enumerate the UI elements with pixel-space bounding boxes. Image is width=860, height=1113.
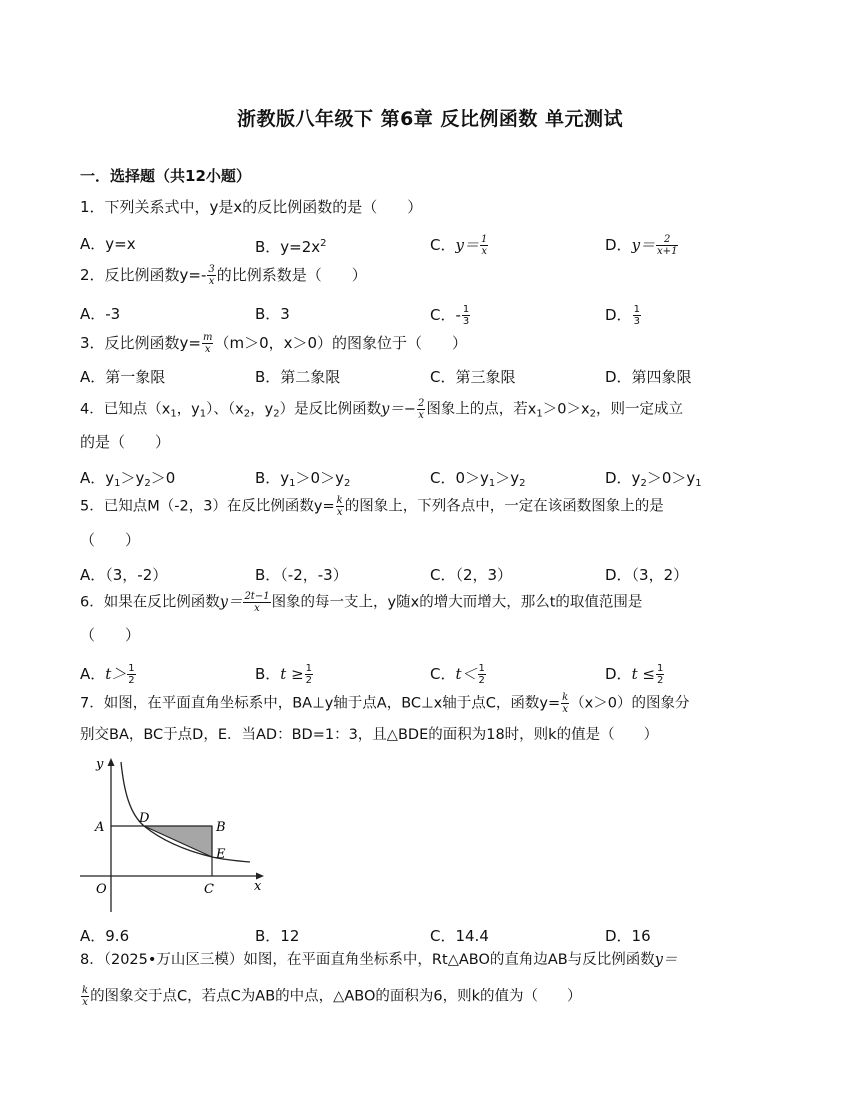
label-o: O <box>96 882 107 897</box>
question-4-line2: 的是（ ） <box>80 433 171 451</box>
q5-option-c: C．（2，3） <box>430 566 513 584</box>
q5-option-b: B．（-2，-3） <box>255 566 348 584</box>
q4-option-a: A．$y_1>y_2>0$ <box>80 469 176 489</box>
label-e: E <box>216 847 226 862</box>
q5-option-a: A．（3，-2） <box>80 566 168 584</box>
triangle-bde <box>144 826 212 857</box>
question-8-line2: $\frac{k}{x}$ 的图象交于点C，若点C为AB的中点，△ABO的面积为6，则k的值为（ ） <box>82 985 582 1008</box>
q2-option-c: C．- $\frac{1}{3}$ <box>430 304 470 327</box>
q2-option-d: D． $\frac{1}{3}$ <box>605 304 640 327</box>
q1-option-b: B．$y=2x^2$ <box>255 238 327 256</box>
question-6-line2: （ ） <box>80 626 141 644</box>
q3-option-c: C．第三象限 <box>430 368 516 386</box>
q3-option-a: A．第一象限 <box>80 368 166 386</box>
q1-option-d: D．y＝ $\frac{2}{x+1}$ <box>605 234 678 257</box>
q7-option-c: C．14.4 <box>430 927 489 945</box>
q4-option-d: D．$y_2>0>y_1$ <box>605 469 702 489</box>
q3-option-d: D．第四象限 <box>605 368 692 386</box>
q1-option-a: A．y=x <box>80 235 136 253</box>
q6-option-c: C．t＜ $\frac{1}{2}$ <box>430 663 485 686</box>
q3-option-b: B．第二象限 <box>255 368 341 386</box>
q7-figure <box>78 752 278 917</box>
q7-option-b: B．12 <box>255 927 300 945</box>
label-a: A <box>95 820 105 835</box>
question-5-stem: 5．已知点M（-2，3）在反比例函数y= $\frac{k}{x}$ 的图象上，下列各点中，一定在该函数图象上的是 <box>80 495 664 518</box>
question-7-stem: 7．如图，在平面直角坐标系中，BA⊥y轴于点A，BC⊥x轴于点C，函数y= $\frac{k}{x}$ （x＞0）的图象分 <box>80 692 690 715</box>
q4-option-b: B．$y_1>0>y_2$ <box>255 469 351 489</box>
label-d: D <box>139 811 150 826</box>
section-heading: 一．选择题（共12小题） <box>80 167 251 185</box>
q1-option-c: C．y＝ $\frac{1}{x}$ <box>430 234 488 257</box>
question-7-line2: 别交BA，BC于点D，E．当AD：BD=1：3，且△BDE的面积为18时，则k的值是（ ） <box>80 727 659 743</box>
q6-option-b: B．t ≥ $\frac{1}{2}$ <box>255 663 313 686</box>
q6-option-a: A．t＞ $\frac{1}{2}$ <box>80 663 135 686</box>
question-6-stem: 6．如果在反比例函数y＝ $\frac{2t-1}{x}$ 图象的每一支上，y随x的增大而增大，那么t的取值范围是 <box>80 591 643 614</box>
q2-option-a: A．-3 <box>80 305 121 323</box>
question-1-stem: 1．下列关系式中，y是x的反比例函数的是（ ） <box>80 198 423 216</box>
question-8-stem: 8．（2025•万山区三模）如图，在平面直角坐标系中，Rt△ABO的直角边AB与反比例函数y＝ <box>80 952 678 968</box>
label-c: C <box>204 882 214 897</box>
label-x: x <box>254 879 262 894</box>
q5-option-d: D．（3，2） <box>605 566 689 584</box>
page-title: 浙教版八年级下 第6章 反比例函数 单元测试 <box>236 108 624 130</box>
label-y: y <box>96 757 104 772</box>
question-5-line2: （ ） <box>80 531 141 549</box>
q2-option-b: B．3 <box>255 305 290 323</box>
q7-option-d: D．16 <box>605 927 651 945</box>
question-2-stem: 2．反比例函数y=- $\frac{3}{x}$ 的比例系数是（ ） <box>80 264 367 287</box>
question-3-stem: 3．反比例函数y= $\frac{m}{x}$ （m＞0，x＞0）的图象位于（ ） <box>80 332 468 355</box>
y-axis-arrow <box>108 758 115 766</box>
question-4-stem: 4．已知点（$x_1$，$y_1$）、（$x_2$，$y_2$）是反比例函数y＝− $\frac{2}{x}$ 图象上的点，若$x_1>0>x_2$，则一定成立 <box>80 398 683 421</box>
q4-option-c: C．$0>y_1>y_2$ <box>430 469 526 489</box>
q6-option-d: D．t ≤ $\frac{1}{2}$ <box>605 663 664 686</box>
q7-option-a: A．9.6 <box>80 927 130 945</box>
label-b: B <box>216 820 226 835</box>
